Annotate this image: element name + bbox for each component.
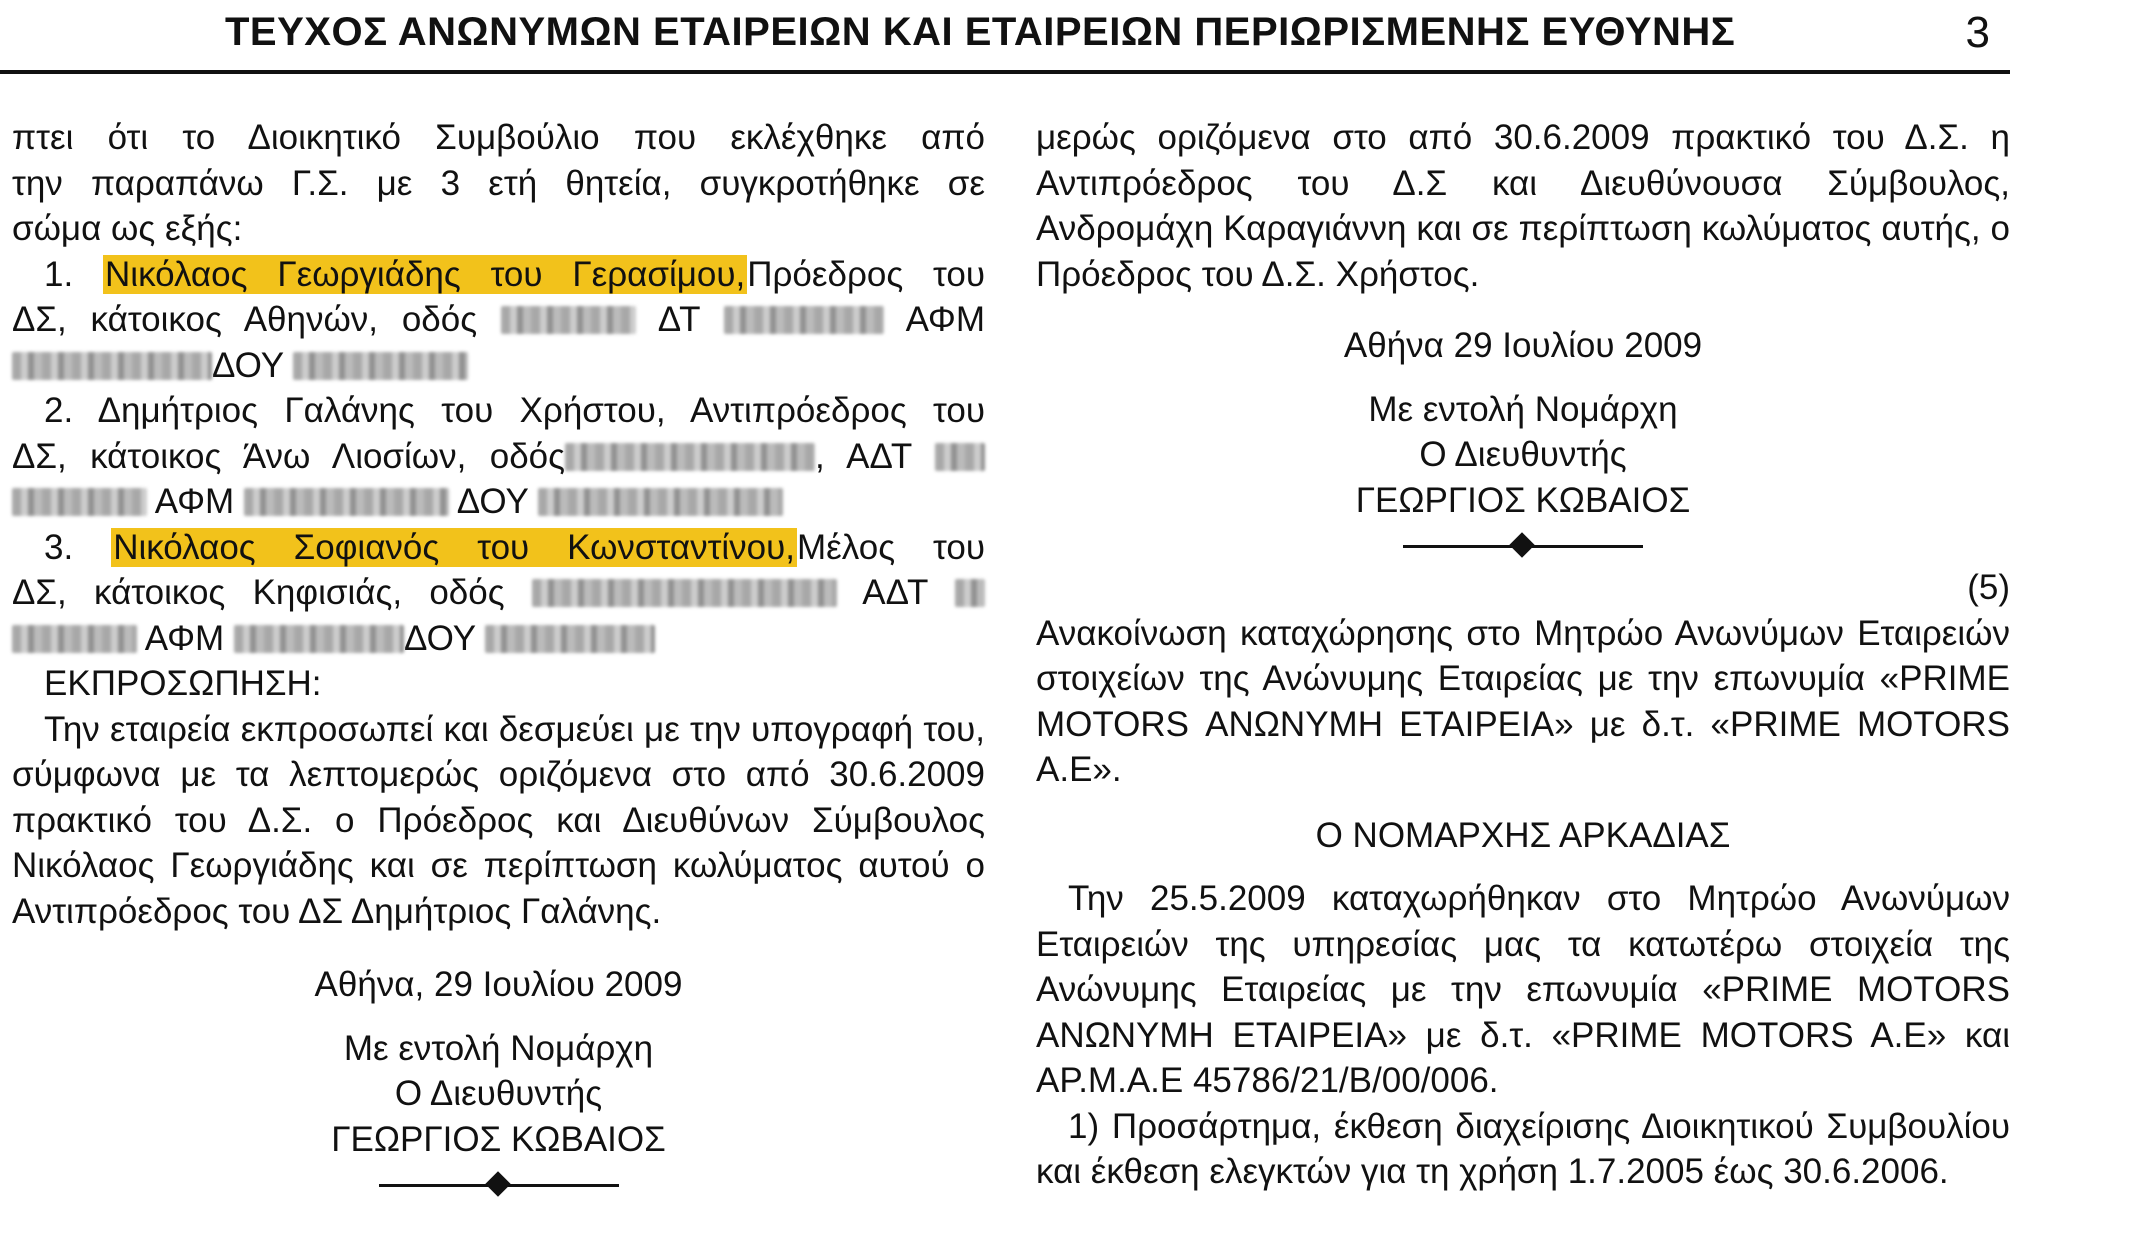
intro-line: πτει ότι το Διοικητικό Συμβούλιο που εκλέχθηκε από [12, 118, 985, 157]
authority-heading: Ο ΝΟΜΑΡΧΗΣ ΑΡΚΑΔΙΑΣ [1315, 815, 1731, 855]
redacted-block [234, 625, 404, 653]
member-1-line [12, 252, 985, 298]
section-divider [379, 1174, 619, 1196]
right-signature-line: Με εντολή Νομάρχη [1368, 389, 1678, 429]
member-1-id-label: ΔΤ [657, 300, 700, 339]
member-2-id-label: , ΑΔΤ [815, 436, 912, 476]
member-2-address-label: ΔΣ, κάτοικος Άνω Λιοσίων, οδός [12, 436, 566, 476]
page-header [0, 0, 2010, 74]
member-1-line [12, 343, 985, 389]
member-1-role: Πρόεδρος του [747, 254, 985, 294]
member-1-address-label: ΔΣ, κάτοικος Αθηνών, οδός [12, 300, 478, 339]
intro-line: σώμα ως εξής: [12, 209, 243, 248]
page-number: 3 [1965, 8, 1990, 57]
member-3-line [12, 616, 985, 662]
member-3-number: 3. [44, 527, 74, 567]
redacted-block [12, 352, 212, 380]
member-1-office-label: ΔΟΥ [212, 345, 284, 385]
redacted-block [935, 443, 985, 471]
representation-heading: ΕΚΠΡΟΣΩΠΗΣΗ: [44, 664, 322, 703]
left-signature-line: Ο Διευθυντής [394, 1074, 603, 1113]
member-3-role: Μέλος του [797, 527, 985, 567]
right-date: Αθήνα 29 Ιουλίου 2009 [1343, 326, 1703, 365]
notice-title: Ανακοίνωση καταχώρησης στο Μητρώο Ανωνύμων Εταιρειών στοιχείων της Ανώνυμης Εταιρείας με την επωνυμία «PRIME MOTORS ΑΝΩΝΥΜΗ ΕΤΑΙΡΕΙΑ» με δ.τ. «PRIME MOTORS A.E». [1036, 613, 2010, 789]
redacted-block [12, 625, 137, 653]
member-3-id-label: ΑΔΤ [862, 573, 928, 612]
redacted-block [538, 488, 783, 516]
redacted-block [244, 488, 449, 516]
left-signature-line: Με εντολή Νομάρχη [343, 1028, 654, 1068]
redacted-block [955, 579, 985, 607]
member-3-name-highlight: Νικόλαος Σοφιανός του Κωνσταντίνου, [113, 527, 795, 567]
redacted-block [293, 352, 468, 380]
section-divider [1403, 535, 1643, 557]
member-1-line [12, 297, 985, 343]
item-number: (5) [1967, 568, 2010, 607]
redacted-block [532, 579, 837, 607]
right-signature-name: ΓΕΩΡΓΙΟΣ ΚΩΒΑΙΟΣ [1355, 480, 1691, 520]
redacted-block [565, 443, 815, 471]
member-3-address-label: ΔΣ, κάτοικος Κηφισιάς, οδός [12, 573, 505, 612]
gazette-title: ΤΕΥΧΟΣ ΑΝΩΝΥΜΩΝ ΕΤΑΙΡΕΙΩΝ ΚΑΙ ΕΤΑΙΡΕΙΩΝ ΠΕΡΙΩΡΙΣΜΕΝΗΣ ΕΥΘΥΝΗΣ [225, 10, 1736, 54]
member-3-line [12, 525, 985, 571]
member-2-office-label: ΔΟΥ [456, 482, 529, 521]
member-1-tax-label: ΑΦΜ [905, 300, 985, 339]
right-signature-line: Ο Διευθυντής [1419, 435, 1627, 474]
representation-text: Την εταιρεία εκπροσωπεί και δεσμεύει με την υπογραφή του, σύμφωνα με τα λεπτομερώς οριζόμενα στο από 30.6.2009 πρακτικό του Δ.Σ. ο Πρόεδρος και Διευθύνων Σύμβουλος Νικόλαος Γεωργιάδης και σε περίπτωση κωλύματος αυτού ο Αντιπρόεδρος του ΔΣ Δημήτριος Γαλάνης. [12, 709, 985, 931]
continuation-text: μερώς οριζόμενα στο από 30.6.2009 πρακτικό του Δ.Σ. η Αντιπρόεδρος του Δ.Σ και Διευθύνουσα Σύμβουλος, Ανδρομάχη Καραγιάννη και σε περίπτωση κωλύματος αυτής, ο Πρόεδρος του Δ.Σ. Χρήστος. [1036, 118, 2010, 294]
intro-line: την παραπάνω Γ.Σ. με 3 ετή θητεία, συγκροτήθηκε σε [12, 163, 985, 203]
member-2-line [12, 479, 985, 525]
notice-paragraph: Την 25.5.2009 καταχωρήθηκαν στο Μητρώο Ανωνύμων Εταιρειών της υπηρεσίας μας τα κατωτέρω στοιχεία της Ανώνυμης Εταιρείας με την επωνυμία «PRIME MOTORS ΑΝΩΝΥΜΗ ΕΤΑΙΡΕΙΑ» με δ.τ. «PRIME MOTORS A.E» και ΑΡ.Μ.Α.Ε 45786/21/Β/00/006. [1036, 879, 2010, 1100]
member-2-line: 2. Δημήτριος Γαλάνης του Χρήστου, Αντιπρόεδρος του [44, 391, 985, 430]
left-date: Αθήνα, 29 Ιουλίου 2009 [314, 965, 683, 1004]
member-3-line [12, 570, 985, 616]
member-2-tax-label: ΑΦΜ [154, 482, 235, 521]
redacted-block [501, 306, 636, 334]
right-column [1036, 115, 2010, 1195]
left-column [12, 115, 985, 1196]
redacted-block [485, 625, 655, 653]
member-2-line [12, 434, 985, 480]
member-3-office-label: ΔΟΥ [403, 618, 476, 658]
redacted-block [12, 488, 147, 516]
member-3-tax-label: ΑΦΜ [144, 618, 225, 658]
notice-paragraph: 1) Προσάρτημα, έκθεση διαχείρισης Διοικητικού Συμβουλίου και έκθεση ελεγκτών για τη χρήση 1.7.2005 έως 30.6.2006. [1036, 1106, 2010, 1191]
left-signature-name: ΓΕΩΡΓΙΟΣ ΚΩΒΑΙΟΣ [331, 1119, 666, 1159]
member-1-name-highlight: Νικόλαος Γεωργιάδης του Γερασίμου, [105, 254, 746, 294]
member-1-number: 1. [44, 254, 74, 294]
redacted-block [724, 306, 884, 334]
